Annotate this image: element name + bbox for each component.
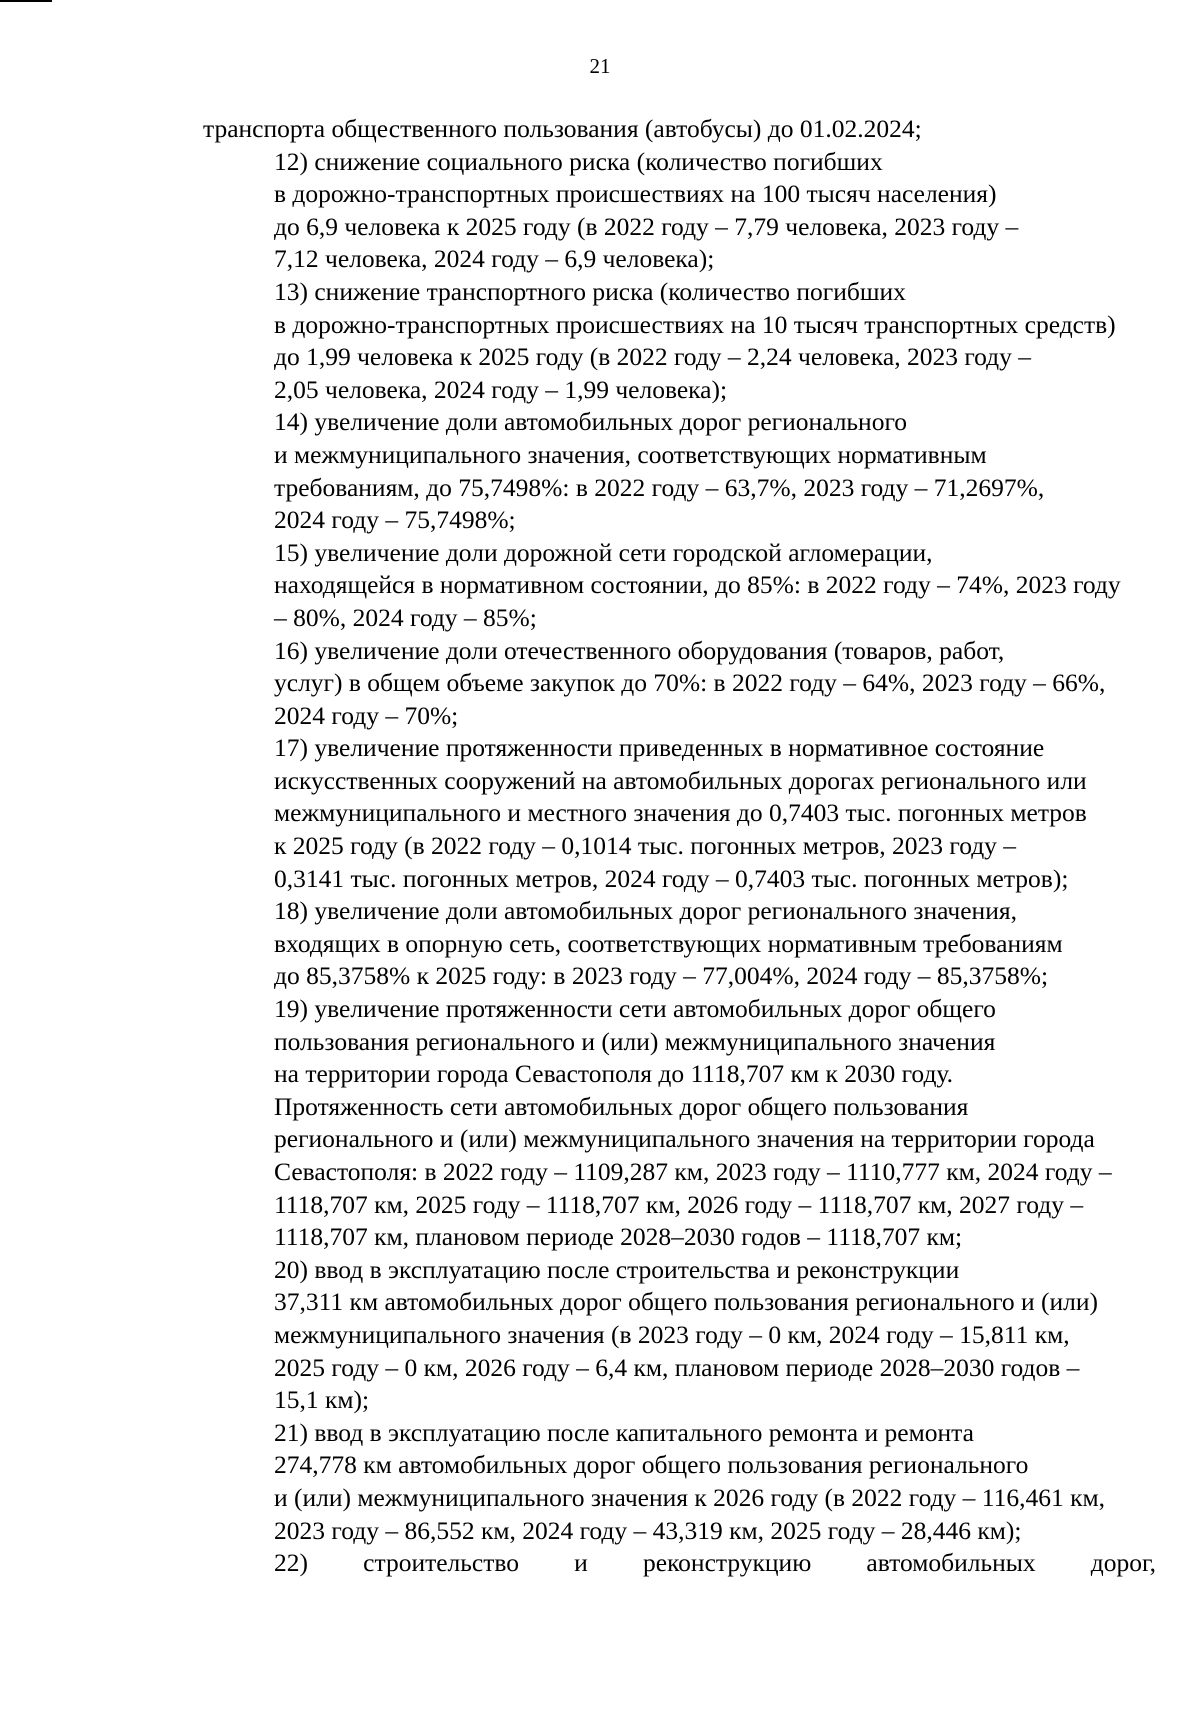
text-line: в дорожно-транспортных происшествиях на 100 тысяч населения) bbox=[274, 179, 997, 209]
paragraph-item-12 bbox=[203, 146, 1156, 276]
paragraph-item-21 bbox=[203, 1417, 1156, 1547]
text-line: 0,3141 тыс. погонных метров, 2024 году – 0,7403 тыс. погонных метров); bbox=[274, 863, 1069, 893]
text-line: до 85,3758% к 2025 году: в 2023 году – 77,004%, 2024 году – 85,3758%; bbox=[274, 961, 1049, 991]
page-number: 21 bbox=[589, 54, 611, 78]
text-line: 16) увеличение доли отечественного оборудования (товаров, работ, bbox=[274, 635, 1005, 665]
text-line: 13) снижение транспортного риска (количество погибших bbox=[274, 276, 906, 306]
text-line: 7,12 человека, 2024 году – 6,9 человека); bbox=[274, 244, 715, 274]
text-line: находящейся в нормативном состоянии, до 85%: в 2022 году – 74%, 2023 году bbox=[274, 570, 1121, 600]
paragraph-item-15 bbox=[203, 537, 1156, 635]
paragraph-item-17 bbox=[203, 732, 1156, 895]
text-line: 17) увеличение протяженности приведенных в нормативное состояние bbox=[274, 733, 1045, 763]
text-line: 15,1 км); bbox=[274, 1385, 370, 1415]
text-line: 18) увеличение доли автомобильных дорог регионального значения, bbox=[274, 896, 1017, 926]
paragraph-item-20 bbox=[203, 1254, 1156, 1417]
text-line: регионального и (или) межмуниципального значения на территории города bbox=[274, 1124, 1095, 1154]
text-line: на территории города Севастополя до 1118,707 км к 2030 году. bbox=[274, 1059, 953, 1089]
text-line: требованиям, до 75,7498%: в 2022 году – 63,7%, 2023 году – 71,2697%, bbox=[274, 472, 1045, 502]
text-line: 19) увеличение протяженности сети автомобильных дорог общего bbox=[274, 994, 996, 1024]
text-line: Севастополя: в 2022 году – 1109,287 км, 2023 году – 1110,777 км, 2024 году – bbox=[274, 1157, 1112, 1186]
text-line: 37,311 км автомобильных дорог общего пользования регионального и (или) bbox=[274, 1287, 1099, 1317]
text-line: 2024 году – 75,7498%; bbox=[274, 505, 516, 535]
text-line: 22) строительство и реконструкцию автомобильных дорог, bbox=[274, 1548, 1156, 1578]
document-body bbox=[203, 113, 1156, 1580]
text-line: искусственных сооружений на автомобильных дорогах регионального или bbox=[274, 765, 1087, 795]
text-line: и (или) межмуниципального значения к 2026 году (в 2022 году – 116,461 км, bbox=[274, 1482, 1106, 1512]
text-line: 15) увеличение доли дорожной сети городской агломерации, bbox=[274, 537, 933, 567]
paragraph-item-18 bbox=[203, 895, 1156, 993]
text-line: 12) снижение социального риска (количество погибших bbox=[274, 146, 883, 176]
text-line: пользования регионального и (или) межмуниципального значения bbox=[274, 1026, 996, 1056]
text-line: 2024 году – 70%; bbox=[274, 700, 459, 730]
text-line: 1118,707 км, 2025 году – 1118,707 км, 2026 году – 1118,707 км, 2027 году – bbox=[274, 1189, 1084, 1219]
text-line: 274,778 км автомобильных дорог общего пользования регионального bbox=[274, 1450, 1029, 1480]
text-line: к 2025 году (в 2022 году – 0,1014 тыс. погонных метров, 2023 году – bbox=[274, 831, 1017, 861]
text-line: 2025 году – 0 км, 2026 году – 6,4 км, плановом периоде 2028–2030 годов – bbox=[274, 1352, 1080, 1382]
paragraph-continuation bbox=[203, 113, 1156, 146]
text-line: 20) ввод в эксплуатацию после строительства и реконструкции bbox=[274, 1254, 960, 1284]
paragraph-item-16 bbox=[203, 635, 1156, 733]
text-line: 21) ввод в эксплуатацию после капитального ремонта и ремонта bbox=[274, 1417, 974, 1447]
text-line: входящих в опорную сеть, соответствующих нормативным требованиям bbox=[274, 928, 1063, 958]
text-line: – 80%, 2024 году – 85%; bbox=[274, 602, 537, 632]
text-line: 14) увеличение доли автомобильных дорог регионального bbox=[274, 407, 908, 437]
text-line: услуг) в общем объеме закупок до 70%: в 2022 году – 64%, 2023 году – 66%, bbox=[274, 668, 1106, 698]
text-line: транспорта общественного пользования (автобусы) до 01.02.2024; bbox=[203, 114, 922, 143]
text-line: межмуниципального и местного значения до 0,7403 тыс. погонных метров bbox=[274, 798, 1087, 828]
paragraph-item-22 bbox=[203, 1547, 1156, 1580]
paragraph-item-13 bbox=[203, 276, 1156, 406]
paragraph-item-19 bbox=[203, 993, 1156, 1254]
text-line: 2,05 человека, 2024 году – 1,99 человека); bbox=[274, 374, 728, 404]
text-line: межмуниципального значения (в 2023 году – 0 км, 2024 году – 15,811 км, bbox=[274, 1319, 1070, 1349]
text-line: в дорожно-транспортных происшествиях на 10 тысяч транспортных средств) bbox=[274, 309, 1116, 339]
text-line: Протяженность сети автомобильных дорог общего пользования bbox=[274, 1091, 969, 1121]
text-line: и межмуниципального значения, соответствующих нормативным bbox=[274, 439, 987, 469]
paragraph-item-14 bbox=[203, 406, 1156, 536]
text-line: до 6,9 человека к 2025 году (в 2022 году – 7,79 человека, 2023 году – bbox=[274, 211, 1019, 241]
text-line: 2023 году – 86,552 км, 2024 году – 43,319 км, 2025 году – 28,446 км); bbox=[274, 1515, 1022, 1545]
scan-edge-mark bbox=[0, 0, 52, 2]
text-line: до 1,99 человека к 2025 году (в 2022 году – 2,24 человека, 2023 году – bbox=[274, 342, 1032, 372]
text-line: 1118,707 км, плановом периоде 2028–2030 годов – 1118,707 км; bbox=[274, 1222, 963, 1252]
